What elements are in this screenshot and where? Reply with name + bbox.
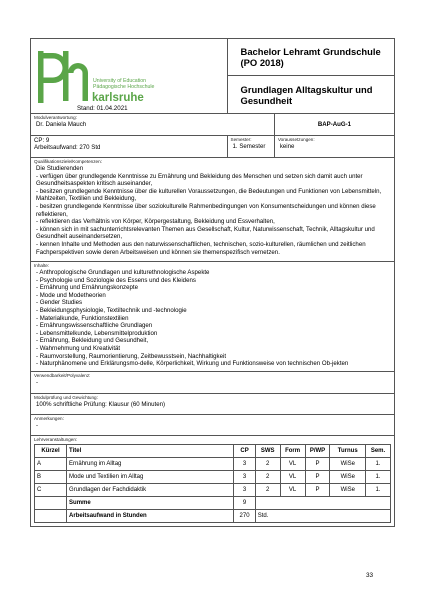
usability-value: - [36, 379, 39, 386]
exam-cell [31, 394, 395, 415]
table-cell: A [35, 458, 67, 471]
courses-label: Lehrveranstaltungen: [34, 437, 78, 442]
module-table [30, 38, 395, 527]
table-cell: VL [280, 458, 305, 471]
list-item: - Naturphänomene und Erklärungsmo-delle, Körperlichkeit, Wirkung und Funktionsweise von technischen Ob-jekten [36, 360, 349, 368]
table-cell: Mode und Textilien im Alltag [67, 471, 234, 484]
table-row [35, 458, 391, 471]
table-cell: P [305, 484, 330, 497]
exam-value: 100% schriftliche Prüfung: Klausur (60 Minuten) [36, 401, 166, 408]
contents-cell [31, 262, 395, 372]
contents-label: Inhalte: [34, 263, 50, 268]
list-item: - besitzen grundlegende Kenntnisse über soziokulturelle Rahmenbedingungen von Konsumentscheidungen und können diese reflektieren, [36, 202, 376, 218]
table-cell: 3 [234, 458, 255, 471]
workload-hours: 270 [234, 510, 255, 523]
table-cell: WiSe [330, 458, 366, 471]
university-line2: Pädagogische Hochschule [93, 84, 155, 90]
logo-cell [31, 39, 228, 114]
semester-value: 1. Semester [232, 143, 266, 150]
cp-value: CP: 9 [34, 137, 50, 144]
table-cell: 3 [234, 471, 255, 484]
table-cell: 1. [366, 471, 391, 484]
table-cell: 1. [366, 458, 391, 471]
table-row [35, 484, 391, 497]
list-item: - Wahrnehmung und Kreativität [36, 344, 121, 352]
list-item: - Anthropologische Grundlagen und kulturethnologische Aspekte [36, 269, 210, 276]
list-item: - Bekleidungsphysiologie, Textiltechnik und -technologie [36, 306, 187, 314]
list-item: - Mode und Modetheorien [36, 291, 106, 299]
module-code: BAP-AuG-1 [274, 114, 394, 136]
responsible-cell [31, 114, 275, 136]
contents-list [34, 269, 391, 368]
table-cell [35, 497, 67, 510]
qualifications-cell [31, 158, 395, 262]
table-cell: WiSe [330, 471, 366, 484]
university-line1: University of Education [93, 78, 147, 84]
table-cell: B [35, 471, 67, 484]
ph-letters-icon [38, 51, 88, 103]
table-cell [35, 510, 67, 523]
list-item: - Materialkunde, Funktionstextilien [36, 314, 129, 322]
table-cell: VL [280, 471, 305, 484]
list-item: - Ernährung, Bekleidung und Gesundheit, [36, 337, 149, 345]
table-cell: 2 [255, 458, 280, 471]
prereq-label: Voraussetzungen: [277, 137, 315, 142]
sum-cp: 9 [234, 497, 255, 510]
workload-row [35, 510, 391, 523]
notes-value: - [36, 422, 39, 429]
qualifications-list [34, 165, 391, 256]
workload-value: Arbeitsaufwand: 270 Std [34, 144, 101, 152]
university-city: karlsruhe [92, 92, 144, 104]
table-cell: 2 [255, 471, 280, 484]
table-cell: P [305, 471, 330, 484]
cp-cell [31, 136, 228, 158]
notes-cell [31, 415, 395, 436]
column-header: P/WP [305, 445, 330, 458]
column-header: Form [280, 445, 305, 458]
list-item: - können sich in mit sachunterrichtsrelevanten Themen aus Gesellschaft, Kultur, Naturwissenschaft, Technik, Alltagskultur und Gesundheit auseinandersetzen, [36, 225, 375, 241]
exam-label: Modulprüfung und Gewichtung: [34, 395, 98, 400]
column-header: Sem. [366, 445, 391, 458]
usability-label: Verwendbarkeit/Polyvalenz: [34, 373, 91, 378]
list-item: - Psychologie und Soziologie des Essens und des Kleidens [36, 276, 196, 284]
sum-label: Summe [67, 497, 234, 510]
table-cell: P [305, 458, 330, 471]
semester-cell [227, 136, 274, 158]
list-item: - Ernährungswissenschaftliche Grundlagen [36, 322, 153, 330]
list-item: - reflektieren das Verhältnis von Körper, Körpergestaltung, Bekleidung und Essverhalten, [36, 218, 275, 226]
usability-cell [31, 372, 395, 394]
table-cell: 1. [366, 484, 391, 497]
column-header: SWS [255, 445, 280, 458]
qualifications-label: Qualifikationsziele/Kompetenzen: [34, 159, 102, 164]
list-item: - Gender Studies [36, 299, 83, 307]
table-cell: Ernährung im Alltag [67, 458, 234, 471]
responsible-value: Dr. Daniela Mauch [36, 121, 87, 128]
column-header: CP [234, 445, 255, 458]
workload-unit: Std. [255, 510, 390, 523]
table-cell: C [35, 484, 67, 497]
stand-date: Stand: 01.04.2021 [77, 105, 128, 112]
column-header: Turnus [330, 445, 366, 458]
list-item: - kennen Inhalte und Methoden aus den naturwissenschaftlichen, technischen, sozio-kulturellen, räumlichen und zeitlichen Fachperspektiven sowie deren Arbeitsweisen und können sie themenspezifisch vernetzen. [36, 240, 366, 256]
list-item: Die Studierenden [36, 165, 84, 172]
page-number: 33 [366, 572, 374, 579]
table-header-row [35, 445, 391, 458]
program-title: Bachelor Lehramt Grundschule (PO 2018) [227, 39, 394, 76]
list-item: - Lebensmittelkunde, Lebensmittelproduktion [36, 329, 158, 337]
courses-table [34, 444, 391, 523]
table-cell: VL [280, 484, 305, 497]
list-item: - verfügen über grundlegende Kenntnisse zu Ernährung und Bekleidung des Menschen und setzen sich damit auch unter Gesundheitsaspekten kritisch auseinander, [36, 172, 363, 188]
table-row [35, 471, 391, 484]
courses-cell [31, 436, 395, 527]
column-header: Kürzel [35, 445, 67, 458]
list-item: - Raumvorstellung, Raumorientierung, Zeitbewusstsein, Nachhaltigkeit [36, 352, 227, 360]
table-cell [255, 497, 390, 510]
list-item: - besitzen grundlegende Kenntnisse über die kulturellen Voraussetzungen, die Bedeutungen und Funktionen von Lebensmitteln, Mahlzeiten, Textilien und Bekleidung, [36, 187, 382, 203]
table-cell: 2 [255, 484, 280, 497]
module-title: Grundlagen Alltagskultur und Gesundheit [227, 76, 394, 114]
semester-label: Semester: [230, 137, 252, 142]
table-cell: WiSe [330, 484, 366, 497]
list-item: - Ernährung und Ernährungskonzepte [36, 284, 138, 292]
prereq-value: keine [279, 143, 295, 150]
notes-label: Anmerkungen: [34, 416, 64, 421]
table-cell: 3 [234, 484, 255, 497]
column-header: Titel [67, 445, 234, 458]
table-cell: Grundlagen der Fachdidaktik [67, 484, 234, 497]
workload-label: Arbeitsaufwand in Stunden [67, 510, 234, 523]
university-logo [35, 45, 165, 107]
responsible-label: Modulverantwortung: [34, 115, 77, 120]
module-page [30, 38, 395, 527]
sum-row [35, 497, 391, 510]
prereq-cell [274, 136, 394, 158]
